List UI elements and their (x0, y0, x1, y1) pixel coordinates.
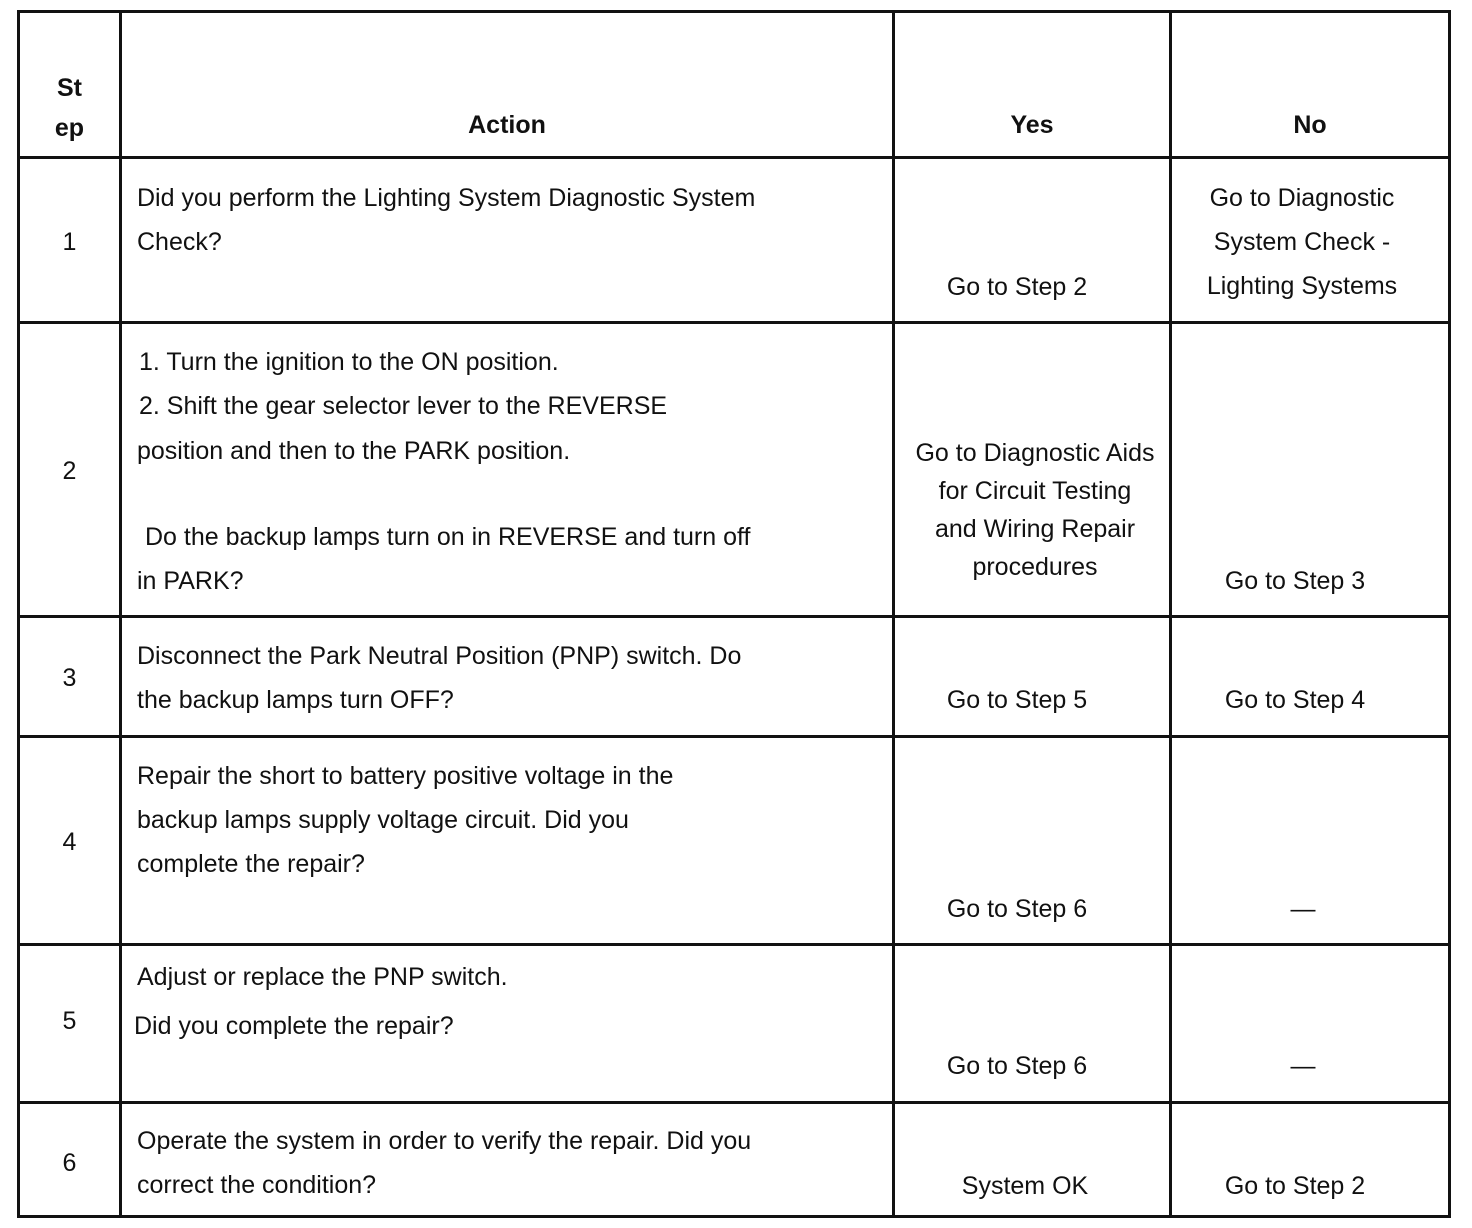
row-divider (20, 735, 1448, 738)
no-outcome: Go to Step 2 (1224, 1172, 1366, 1200)
no-outcome: Go to Step 3 (1224, 567, 1366, 595)
action-step-2: 2. Shift the gear selector lever to the REVERSE (139, 392, 668, 420)
no-outcome: Go to Step 4 (1224, 686, 1366, 714)
no-outcome: Go to Diagnostic System Check - Lighting Systems (1206, 184, 1398, 300)
row-divider (20, 156, 1448, 159)
row-divider (20, 321, 1448, 324)
action-question: Do the backup lamps turn on in REVERSE and turn off in PARK? (137, 523, 751, 595)
diagnostic-table (17, 10, 1451, 1218)
header-action: Action (468, 111, 546, 139)
step-number: 2 (62, 457, 77, 485)
yes-outcome: Go to Step 2 (946, 273, 1088, 301)
action-text: Disconnect the Park Neutral Position (PNP) switch. Do the backup lamps turn OFF? (137, 642, 742, 714)
step-number: 5 (62, 1007, 77, 1035)
header-step: St ep (54, 74, 85, 142)
action-text: Operate the system in order to verify the repair. Did you correct the condition? (137, 1127, 752, 1199)
yes-outcome: Go to Diagnostic Aids for Circuit Testing and Wiring Repair procedures (915, 439, 1155, 581)
action-text: Adjust or replace the PNP switch. (137, 963, 508, 991)
yes-outcome: Go to Step 6 (946, 1052, 1088, 1080)
row-divider (20, 615, 1448, 618)
step-number: 6 (62, 1149, 77, 1177)
yes-outcome: System OK (961, 1172, 1089, 1200)
step-number: 3 (62, 664, 77, 692)
action-text: Did you perform the Lighting System Diagnostic System Check? (137, 184, 756, 256)
row-divider (20, 943, 1448, 946)
action-text: Did you complete the repair? (134, 1012, 454, 1040)
header-yes: Yes (1010, 111, 1054, 139)
column-divider (892, 13, 895, 1215)
column-divider (119, 13, 122, 1215)
yes-outcome: Go to Step 6 (946, 895, 1088, 923)
step-number: 1 (62, 228, 77, 256)
action-text: Repair the short to battery positive voltage in the backup lamps supply voltage circuit. Did you complete the repair? (137, 762, 674, 878)
yes-outcome: Go to Step 5 (946, 686, 1088, 714)
row-divider (20, 1101, 1448, 1104)
no-outcome: — (1290, 895, 1316, 923)
no-outcome: — (1290, 1052, 1316, 1080)
action-step-2-continued: position and then to the PARK position. (137, 437, 571, 465)
step-number: 4 (62, 828, 77, 856)
action-step-1: 1. Turn the ignition to the ON position. (139, 348, 559, 376)
header-no: No (1293, 111, 1327, 139)
